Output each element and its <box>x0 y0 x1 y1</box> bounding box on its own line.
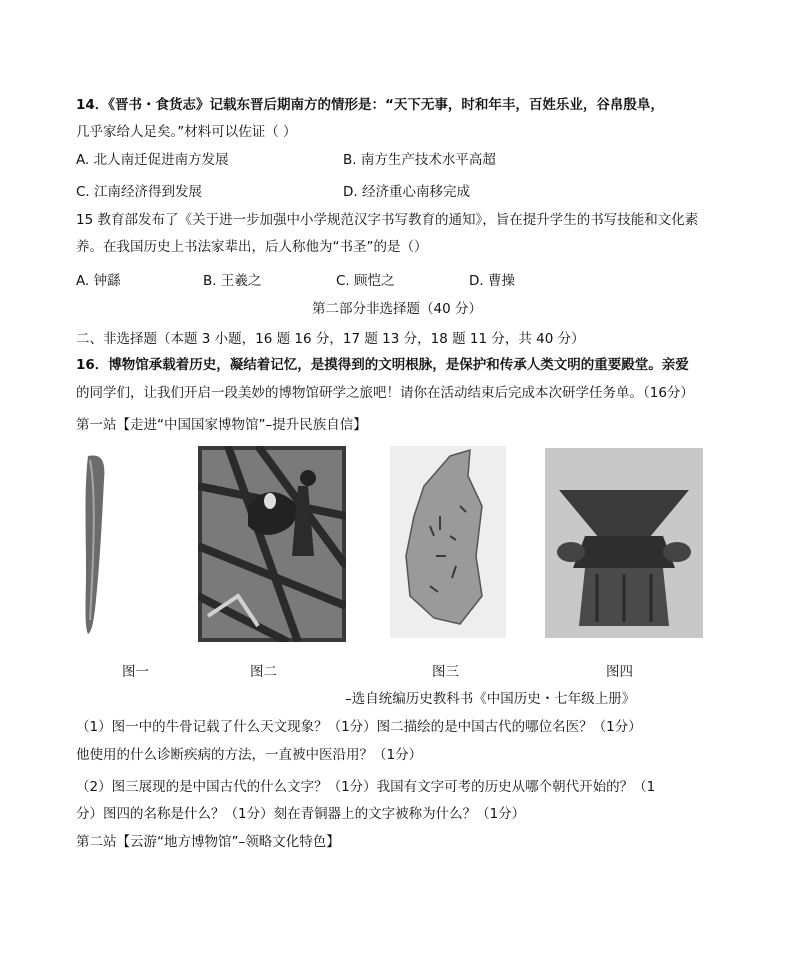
section2-header: 二、非选择题（本题 3 小题，16 题 16 分，17 题 13 分，18 题 11 分，共 40 分） <box>76 331 585 347</box>
q16-sub1-line1: （1）图一中的牛骨记载了什么天文现象？（1分）图二描绘的是中国古代的哪位名医？（1分） <box>76 719 642 735</box>
q16-sub2-line1: （2）图三展现的是中国古代的什么文字？（1分）我国有文字可考的历史从哪个朝代开始的？（1 <box>76 779 656 795</box>
q14-stem-line2: 几乎家给人足矣。”材料可以佐证（ ） <box>76 124 297 140</box>
figure2-relief-image <box>198 446 346 642</box>
q15-option-d: D. 曹操 <box>469 273 515 289</box>
part2-title: 第二部分非选择题（40 分） <box>312 301 482 317</box>
q16-sub1-line2: 他使用的什么诊断疾病的方法，一直被中医沿用？（1分） <box>76 747 423 763</box>
q16-intro-line1: 16．博物馆承载着历史，凝结着记忆，是摸得到的文明根脉，是保护和传承人类文明的重要殿堂。亲爱 <box>76 357 689 373</box>
q15-option-a: A. 钟繇 <box>76 273 121 289</box>
q14-option-d: D. 经济重心南移完成 <box>343 184 470 200</box>
figure3-caption: 图三 <box>432 664 459 680</box>
q14-option-a: A. 北人南迁促进南方发展 <box>76 152 229 168</box>
figure-source: –选自统编历史教科书《中国历史・七年级上册》 <box>345 691 636 707</box>
q15-stem-line2: 养。在我国历史上书法家辈出，后人称他为“书圣”的是（） <box>76 239 428 255</box>
figure1-caption: 图一 <box>122 664 149 680</box>
station1-title: 第一站【走进“中国国家博物馆”–提升民族自信】 <box>76 417 367 433</box>
q16-intro-line2: 的同学们，让我们开启一段美妙的博物馆研学之旅吧！请你在活动结束后完成本次研学任务单。（16分） <box>76 385 694 401</box>
q15-option-c: C. 顾恺之 <box>336 273 395 289</box>
q14-stem-line1: 14．《晋书・食货志》记载东晋后期南方的情形是：“天下无事，时和年丰，百姓乐业，谷帛殷阜， <box>76 97 664 113</box>
q15-option-b: B. 王羲之 <box>203 273 262 289</box>
q16-sub2-line2: 分）图四的名称是什么？（1分）刻在青铜器上的文字被称为什么？（1分） <box>76 806 526 822</box>
figure1-oracle-bone-image <box>80 450 120 636</box>
figure2-caption: 图二 <box>250 664 277 680</box>
q14-option-b: B. 南方生产技术水平高超 <box>343 152 496 168</box>
q15-stem-line1: 15 教育部发布了《关于进一步加强中小学规范汉字书写教育的通知》，旨在提升学生的书写技能和文化素 <box>76 212 699 228</box>
q14-option-c: C. 江南经济得到发展 <box>76 184 203 200</box>
figure3-oracle-inscription-image <box>390 446 506 638</box>
figure4-bronze-vessel-image <box>545 448 703 638</box>
station2-title: 第二站【云游“地方博物馆”–领略文化特色】 <box>76 834 340 850</box>
figure4-caption: 图四 <box>606 664 633 680</box>
